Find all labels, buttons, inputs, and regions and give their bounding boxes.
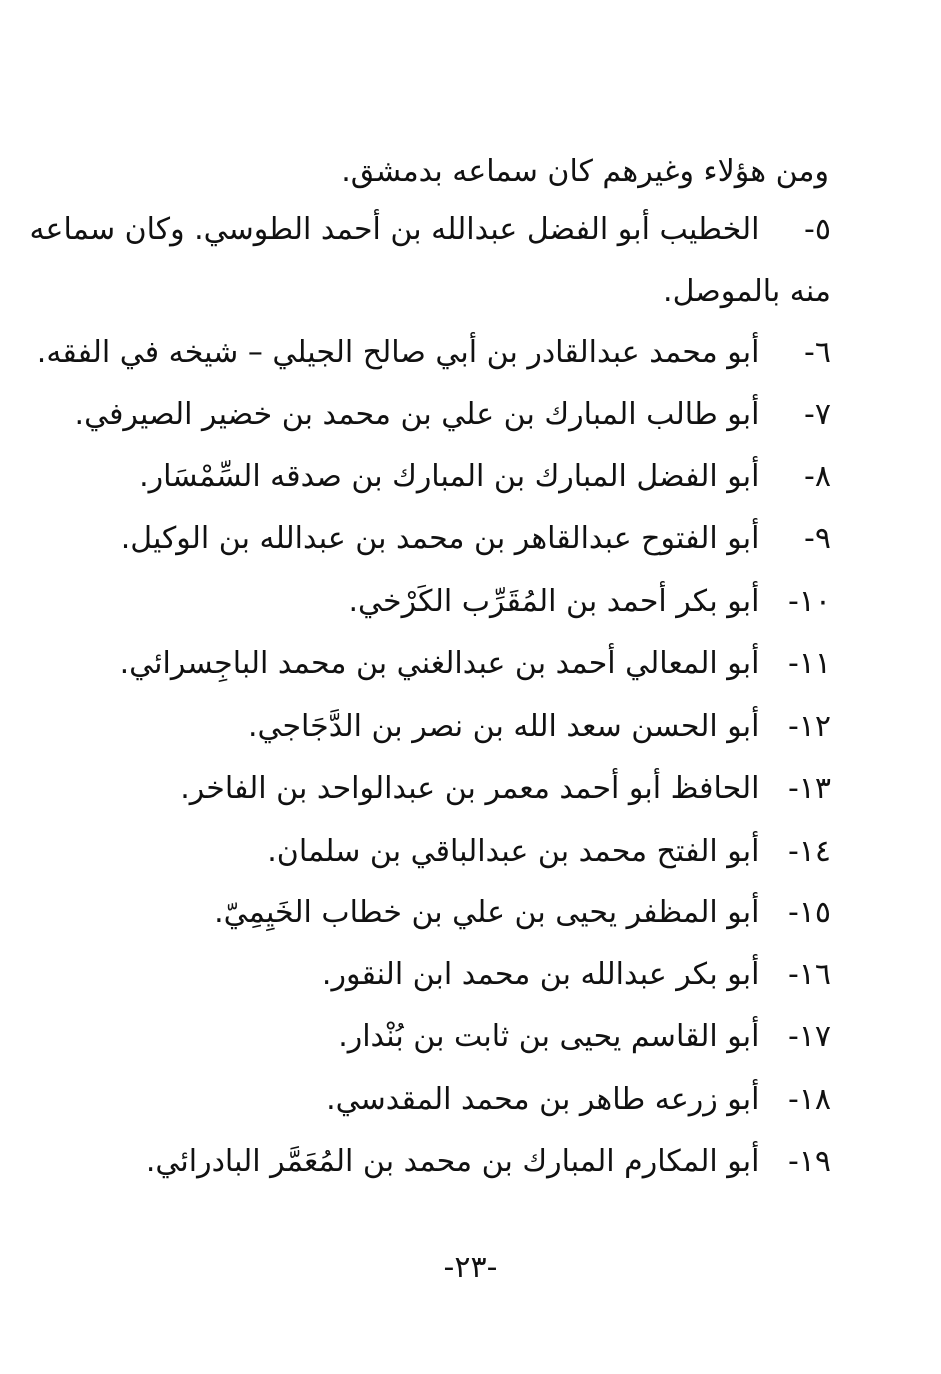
item-text: أبو الحسن سعد الله بن نصر بن الدَّجَاجي.	[247, 709, 760, 744]
list-item-18	[326, 1080, 831, 1120]
item-text: أبو الفتوح عبدالقاهر بن محمد بن عبدالله بن الوكيل.	[120, 521, 760, 556]
item-text: أبو المعالي أحمد بن عبدالغني بن محمد الباجِسرائي.	[119, 646, 760, 681]
list-item-10	[348, 582, 831, 622]
list-item-6	[37, 333, 831, 373]
item-number: ١١-	[787, 646, 831, 681]
item-number: ٧-	[804, 397, 831, 432]
item-text: أبو بكر أحمد بن المُقَرِّب الكَرْخي.	[348, 584, 760, 619]
intro-line: ومن هؤلاء وغيرهم كان سماعه بدمشق.	[341, 154, 829, 189]
item-number: ٥-	[804, 212, 831, 247]
item-text: أبو الفتح محمد بن عبدالباقي بن سلمان.	[267, 834, 760, 869]
list-item-17	[338, 1017, 831, 1057]
list-item-19	[146, 1142, 831, 1182]
item-number: ١٥-	[787, 895, 831, 930]
item-text: أبو المكارم المبارك بن محمد بن المُعَمَّر البادرائي.	[145, 1144, 760, 1179]
item-text: أبو المظفر يحيى بن علي بن خطاب الخَيِمِيّ.	[214, 895, 760, 930]
list-item-5	[29, 210, 831, 250]
item-number: ١٣-	[787, 771, 831, 806]
list-item-11	[120, 644, 831, 684]
item-text: أبو زرعه طاهر بن محمد المقدسي.	[326, 1082, 760, 1117]
list-item-9	[121, 519, 831, 559]
item-number: ٨-	[804, 459, 831, 494]
item-number: ١٧-	[787, 1019, 831, 1054]
item-number: ١٤-	[787, 834, 831, 869]
item-text: أبو بكر عبدالله بن محمد ابن النقور.	[321, 957, 760, 992]
list-item-7	[75, 395, 831, 435]
item-number: ١٩-	[787, 1144, 831, 1179]
item-text: أبو طالب المبارك بن علي بن محمد بن خضير الصيرفي.	[74, 397, 760, 432]
item-number: ٩-	[804, 521, 831, 556]
item-text: أبو القاسم يحيى بن ثابت بن بُنْدار.	[338, 1019, 760, 1054]
item-text: أبو الفضل المبارك بن المبارك بن صدقه السِّمْسَار.	[139, 459, 760, 494]
list-item-12	[248, 707, 831, 747]
item-number: ١٠-	[787, 584, 831, 619]
item-number: ١٨-	[787, 1082, 831, 1117]
item-text: الخطيب أبو الفضل عبدالله بن أحمد الطوسي. وكان سماعه	[29, 212, 760, 247]
item-number: ١٦-	[787, 957, 831, 992]
list-item-14	[267, 832, 831, 872]
item-text: الحافظ أبو أحمد معمر بن عبدالواحد بن الفاخر.	[180, 771, 760, 806]
list-item-15	[214, 893, 831, 933]
list-item-5-continuation: منه بالموصل.	[663, 274, 831, 309]
item-number: ١٢-	[787, 709, 831, 744]
item-text: أبو محمد عبدالقادر بن أبي صالح الجيلي – شيخه في الفقه.	[36, 335, 760, 370]
item-number: ٦-	[804, 335, 831, 370]
list-item-8	[139, 457, 831, 497]
list-item-16	[322, 955, 831, 995]
page-number: -٢٣-	[443, 1250, 498, 1285]
list-item-13	[180, 769, 831, 809]
